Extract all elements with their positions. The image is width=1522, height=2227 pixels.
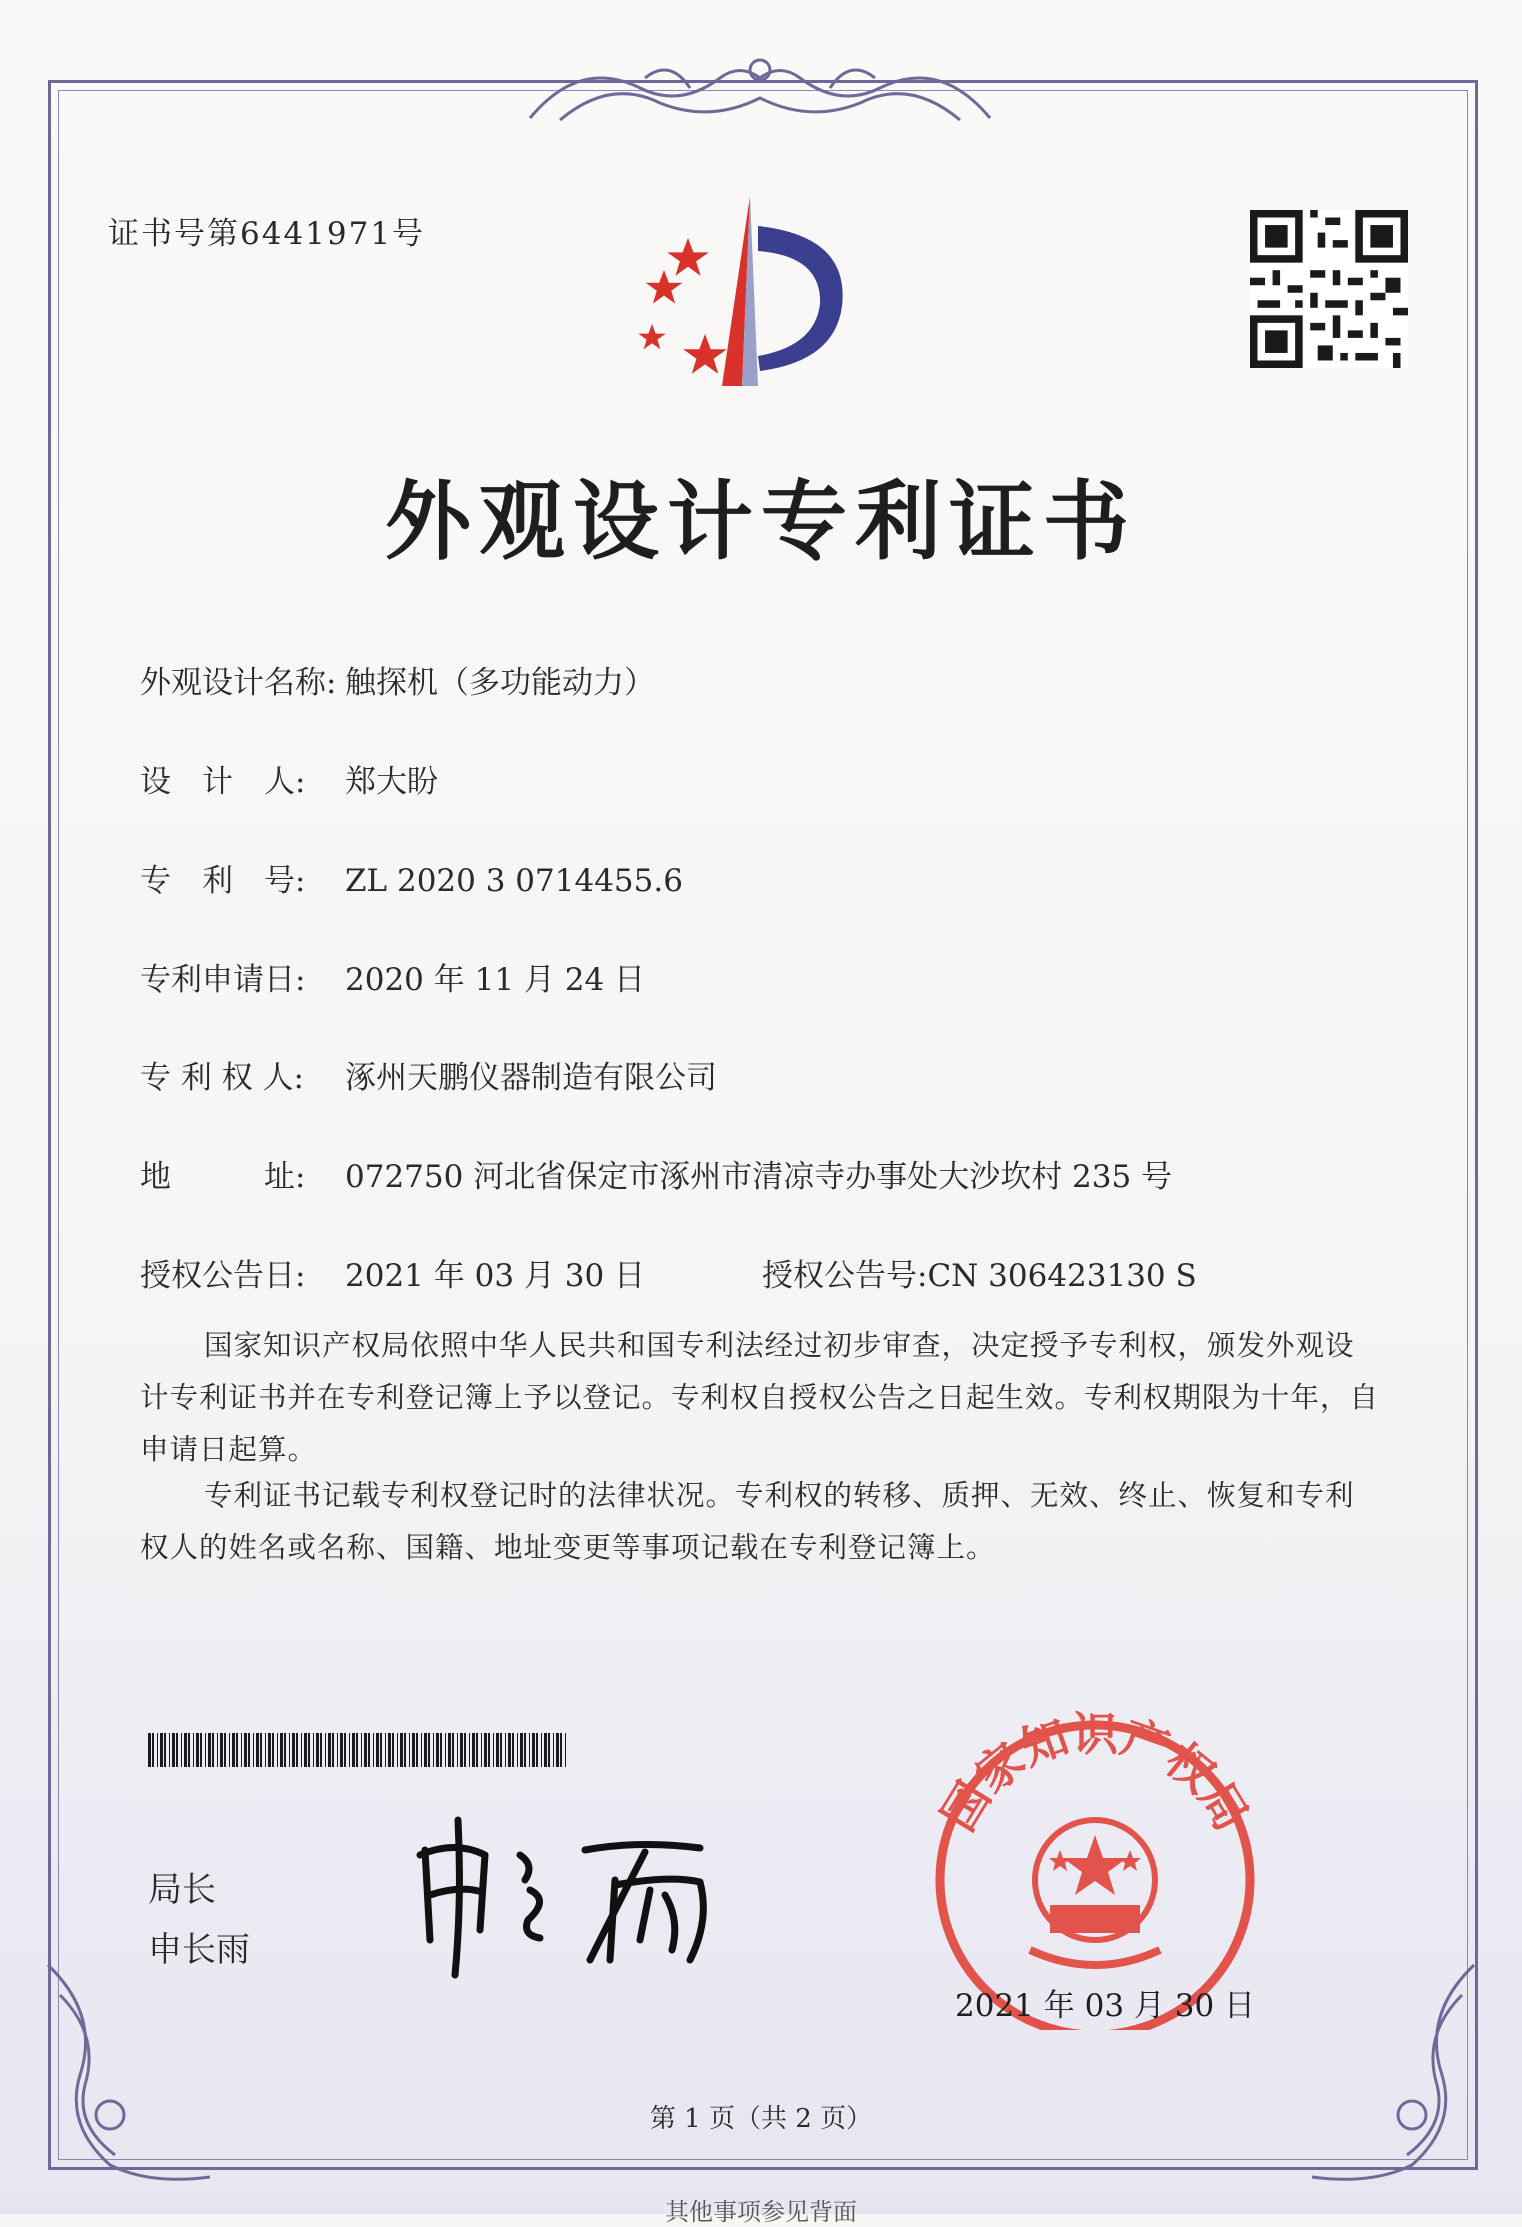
grant-number-value: CN 306423130 S xyxy=(927,1258,1197,1294)
address-row xyxy=(140,1151,1172,1196)
grant-date-label: 授权公告日: xyxy=(140,1258,306,1294)
patent-number-value: ZL 2020 3 0714455.6 xyxy=(345,863,683,899)
director-title: 局长 xyxy=(148,1870,216,1910)
filing-date-value: 2020 年 11 月 24 日 xyxy=(345,962,646,998)
director-name: 申长雨 xyxy=(148,1930,250,1970)
grant-statement-paragraph: 国家知识产权局依照中华人民共和国专利法经过初步审查，决定授予专利权，颁发外观设计专利证书并在专利登记簿上予以登记。专利权自授权公告之日起生效。专利权期限为十年，自申请日起算。 xyxy=(140,1329,1380,1466)
corner-ornament-bottom-right xyxy=(1302,1955,1482,2185)
top-ornament xyxy=(520,48,1000,134)
address-value: 072750 河北省保定市涿州市清凉寺办事处大沙坎村 235 号 xyxy=(345,1159,1173,1195)
address-label: 地 址: xyxy=(140,1159,306,1195)
corner-ornament-bottom-left xyxy=(40,1955,220,2185)
grant-number-label: 授权公告号: xyxy=(762,1258,928,1294)
certificate-number: 证书号第6441971号 xyxy=(108,216,426,252)
design-name-value: 触探机（多功能动力） xyxy=(345,665,655,701)
design-name-row xyxy=(140,657,655,702)
legal-status-paragraph: 专利证书记载专利权登记时的法律状况。专利权的转移、质押、无效、终止、恢复和专利权人的姓名或名称、国籍、地址变更等事项记载在专利登记簿上。 xyxy=(140,1479,1355,1564)
patent-office-emblem xyxy=(630,196,890,396)
patent-number-label: 专 利 号: xyxy=(140,863,306,899)
design-name-label: 外观设计名称: xyxy=(140,665,337,701)
grant-number-row xyxy=(762,1250,1197,1295)
grant-date-value: 2021 年 03 月 30 日 xyxy=(345,1258,646,1294)
patentee-label: 专 利 权 人: xyxy=(140,1060,305,1096)
seal-date: 2021 年 03 月 30 日 xyxy=(955,1988,1256,2024)
grant-date-row xyxy=(140,1250,645,1295)
designer-row xyxy=(140,756,438,801)
qr-code xyxy=(1250,210,1408,368)
designer-value: 郑大盼 xyxy=(345,764,438,800)
director-signature xyxy=(410,1810,770,1980)
back-note: 其他事项参见背面 xyxy=(665,2198,857,2226)
page-number: 第 1 页（共 2 页） xyxy=(649,2104,873,2134)
seal-text: 国家知识产权局 xyxy=(931,1707,1259,1841)
designer-label: 设 计 人: xyxy=(140,764,306,800)
patent-number-row xyxy=(140,855,683,900)
patentee-row xyxy=(140,1052,717,1097)
certificate-title: 外观设计专利证书 xyxy=(385,472,1137,572)
patentee-value: 涿州天鹏仪器制造有限公司 xyxy=(345,1060,717,1096)
barcode xyxy=(148,1733,568,1767)
filing-date-row xyxy=(140,954,645,999)
filing-date-label: 专利申请日: xyxy=(140,962,306,998)
